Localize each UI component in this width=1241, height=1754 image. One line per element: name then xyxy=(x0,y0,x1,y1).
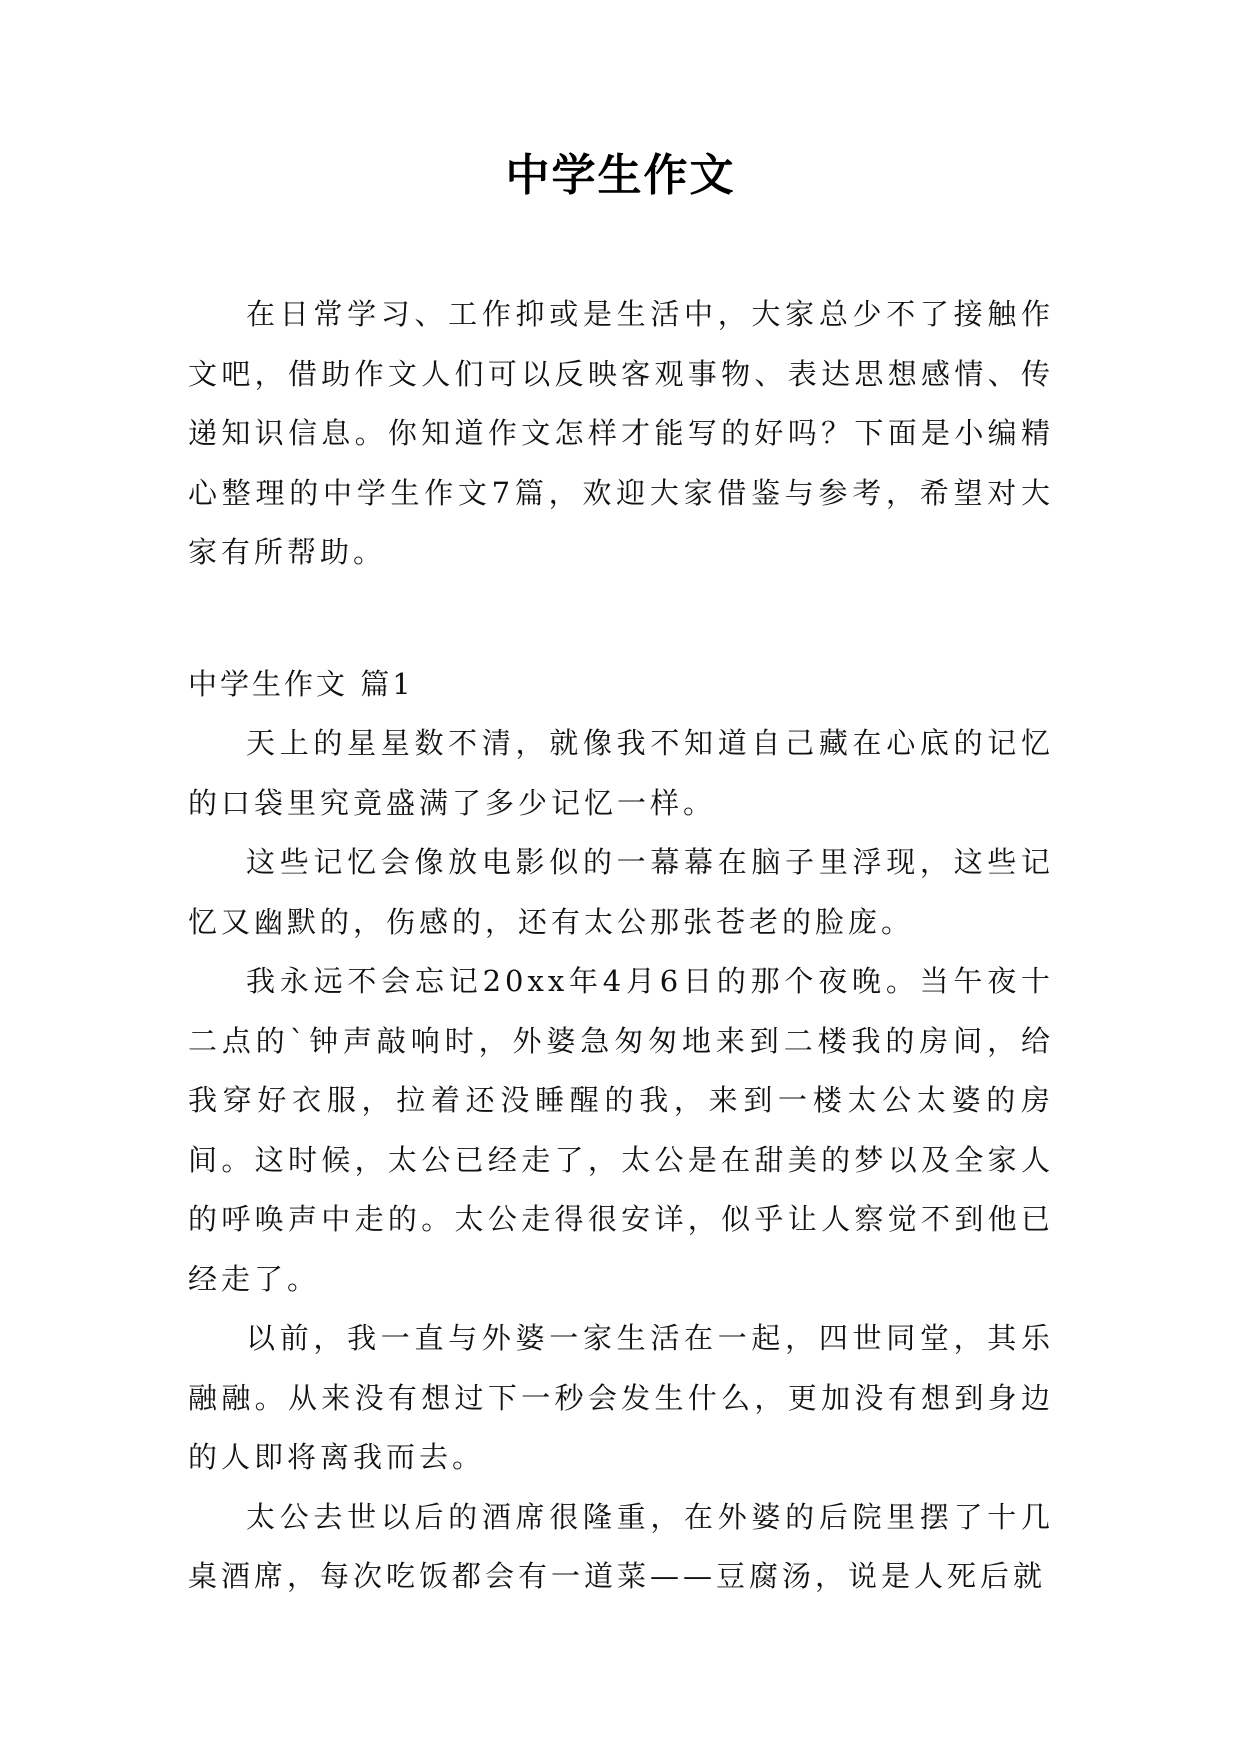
body-paragraph: 我永远不会忘记20xx年4月6日的那个夜晚。当午夜十二点的`钟声敲响时，外婆急匆匆地来到二楼我的房间，给我穿好衣服，拉着还没睡醒的我，来到一楼太公太婆的房间。这时候，太公已经走了，太公是在甜美的梦以及全家人的呼唤声中走的。太公走得很安详，似乎让人察觉不到他已经走了。 xyxy=(188,964,1054,1296)
document-title: 中学生作文 xyxy=(505,150,736,201)
body-paragraph: 以前，我一直与外婆一家生活在一起，四世同堂，其乐融融。从来没有想过下一秒会发生什么，更加没有想到身边的人即将离我而去。 xyxy=(188,1321,1054,1474)
body-paragraph: 这些记忆会像放电影似的一幕幕在脑子里浮现，这些记忆又幽默的，伤感的，还有太公那张苍老的脸庞。 xyxy=(188,845,1054,939)
body-paragraph: 天上的星星数不清，就像我不知道自己藏在心底的记忆的口袋里究竟盛满了多少记忆一样。 xyxy=(188,726,1054,820)
body-paragraph: 太公去世以后的酒席很隆重，在外婆的后院里摆了十几桌酒席，每次吃饭都会有一道菜——豆腐汤，说是人死后就 xyxy=(188,1499,1054,1593)
section-heading: 中学生作文 篇1 xyxy=(188,666,414,701)
document-body xyxy=(188,285,1054,1607)
intro-paragraph: 在日常学习、工作抑或是生活中，大家总少不了接触作文吧，借助作文人们可以反映客观事物、表达思想感情、传递知识信息。你知道作文怎样才能写的好吗？下面是小编精心整理的中学生作文7篇，欢迎大家借鉴与参考，希望对大家有所帮助。 xyxy=(188,297,1054,569)
